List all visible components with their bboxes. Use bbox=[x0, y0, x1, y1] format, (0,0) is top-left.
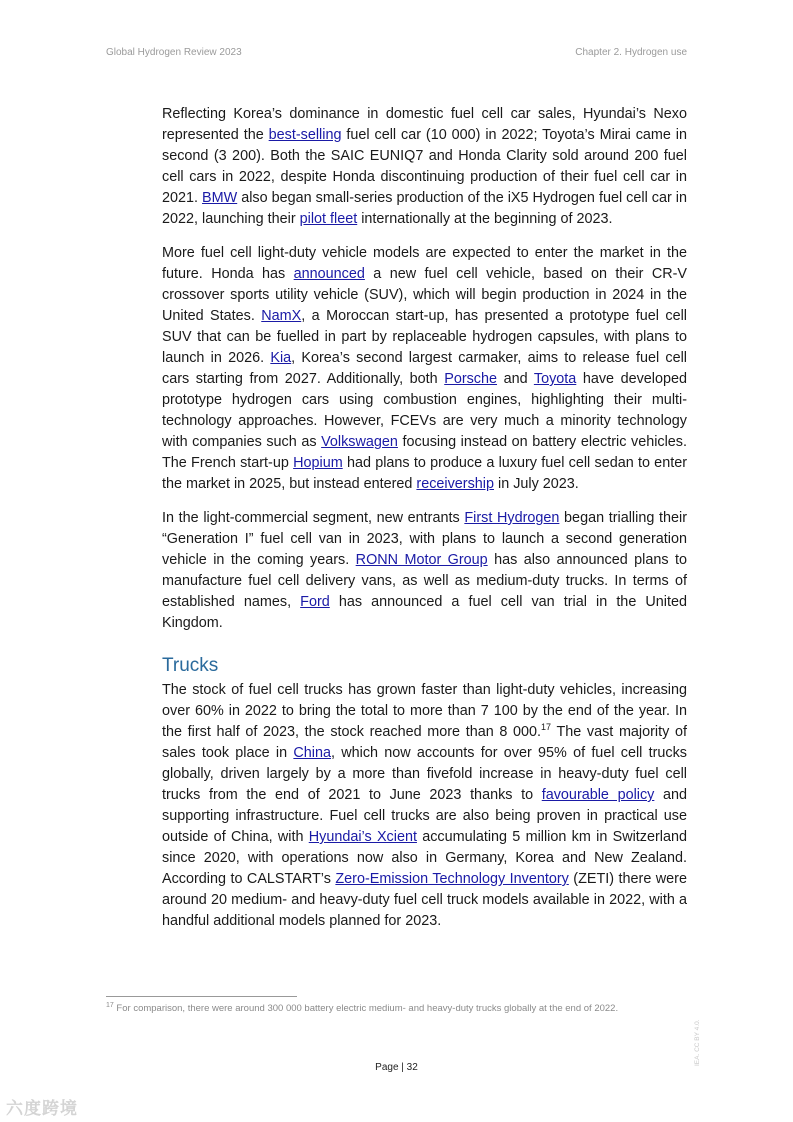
link-announced[interactable]: announced bbox=[293, 266, 365, 282]
main-content bbox=[162, 104, 687, 945]
link-pilot-fleet[interactable]: pilot fleet bbox=[299, 211, 358, 227]
header-report-title: Global Hydrogen Review 2023 bbox=[106, 47, 242, 58]
paragraph-light-duty-models: More fuel cell light-duty vehicle models are expected to enter the market in the future. Honda has announced a new fuel cell vehicle, based on their CR-V crossover sports utility vehicle (SUV), which will begin production in 2024 in the United States. NamX, a Moroccan start-up, has presented a prototype fuel cell SUV that can be fuelled in part by replaceable hydrogen capsules, with plans to launch in 2026. Kia, Korea’s second largest carmaker, aims to release fuel cell cars starting from 2027. Additionally, both Porsche and Toyota have developed prototype hydrogen cars using combustion engines, highlighting their multi-technology approaches. However, FCEVs are very much a minority technology with companies such as Volkswagen focusing instead on battery electric vehicles. The French start-up Hopium had plans to produce a luxury fuel cell sedan to enter the market in 2025, but instead entered receivership in July 2023. bbox=[162, 245, 688, 492]
footnote bbox=[106, 1003, 687, 1014]
paragraph-light-commercial: In the light-commercial segment, new entrants First Hydrogen began trialling their “Generation I” fuel cell van in 2023, with plans to launch a second generation vehicle in the coming years. RONN Motor Group has also announced plans to manufacture fuel cell delivery vans, as well as medium-duty trucks. In terms of established names, Ford has announced a fuel cell van trial in the United Kingdom. bbox=[162, 510, 687, 631]
header-chapter-title: Chapter 2. Hydrogen use bbox=[575, 47, 687, 58]
footnote-ref[interactable]: 17 bbox=[541, 722, 552, 733]
link-ford[interactable]: Ford bbox=[300, 594, 330, 610]
link-hyundai-xcient[interactable]: Hyundai’s Xcient bbox=[308, 829, 417, 845]
link-best-selling[interactable]: best-selling bbox=[268, 127, 342, 143]
footnote-number: 17 bbox=[106, 1001, 114, 1009]
link-kia[interactable]: Kia bbox=[270, 350, 292, 366]
page-number: Page | 32 bbox=[375, 1062, 418, 1073]
link-namx[interactable]: NamX bbox=[261, 308, 302, 324]
link-china[interactable]: China bbox=[293, 745, 331, 761]
paragraph-trucks: The stock of fuel cell trucks has grown faster than light-duty vehicles, increasing over 60% in 2022 to bring the total to more than 7 100 by the end of the year. In the first half of 2023, the stock reached more than 8 000.17 The vast majority of sales took place in China, which now accounts for over 95% of fuel cell trucks globally, driven largely by a more than fivefold increase in heavy-duty fuel cell trucks from the end of 2021 to June 2023 thanks to favourable policy and supporting infrastructure. Fuel cell trucks are also being proven in practical use outside of China, with Hyundai’s Xcient accumulating 5 million km in Switzerland since 2020, with operations now also in Germany, Korea and New Zealand. According to CALSTART’s Zero-Emission Technology Inventory (ZETI) there were around 20 medium- and heavy-duty fuel cell truck models available in 2022, with a handful additional models planned for 2023. bbox=[162, 682, 687, 929]
footnote-text: For comparison, there were around 300 000 battery electric medium- and heavy-duty trucks globally at the end of 2022. bbox=[113, 1003, 619, 1014]
link-receivership[interactable]: receivership bbox=[416, 476, 494, 492]
link-volkswagen[interactable]: Volkswagen bbox=[321, 434, 398, 450]
section-heading-trucks: Trucks bbox=[162, 655, 219, 676]
side-license: IEA. CC BY 4.0. bbox=[694, 1019, 701, 1066]
link-porsche[interactable]: Porsche bbox=[444, 371, 498, 387]
link-hopium[interactable]: Hopium bbox=[293, 455, 343, 471]
footnote-divider bbox=[106, 996, 297, 997]
watermark-logo: 六度跨境 bbox=[6, 1099, 78, 1118]
paragraph-fuel-cell-car-sales: Reflecting Korea’s dominance in domestic fuel cell car sales, Hyundai’s Nexo represented the best-selling fuel cell car (10 000) in 2022; Toyota’s Mirai came in second (3 200). Both the SAIC EUNIQ7 and Honda Clarity sold around 200 fuel cell cars in 2022, despite Honda discontinuing production of their fuel cell car in 2021. BMW also began small-series production of the iX5 Hydrogen fuel cell car in 2022, launching their pilot fleet internationally at the beginning of 2023. bbox=[162, 106, 687, 227]
link-zeti[interactable]: Zero-Emission Technology Inventory bbox=[335, 871, 569, 887]
link-first-hydrogen[interactable]: First Hydrogen bbox=[464, 510, 560, 526]
link-bmw[interactable]: BMW bbox=[202, 190, 238, 206]
link-toyota[interactable]: Toyota bbox=[533, 371, 577, 387]
link-ronn-motor-group[interactable]: RONN Motor Group bbox=[355, 552, 488, 568]
link-favourable-policy[interactable]: favourable policy bbox=[541, 787, 655, 803]
